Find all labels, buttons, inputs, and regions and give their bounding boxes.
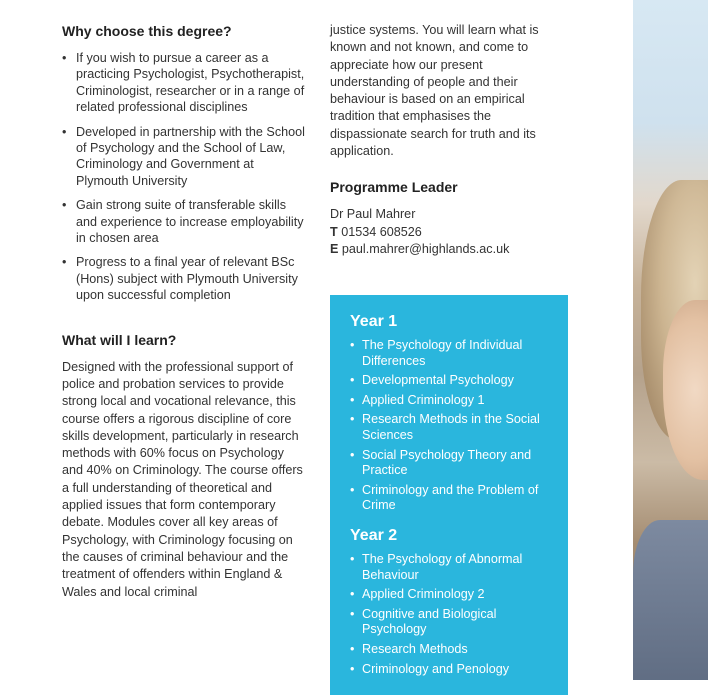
- modules-content: [350, 312, 555, 689]
- year2-module-list: [350, 552, 555, 677]
- learn-paragraph-continued: justice systems. You will learn what is known and not known, and come to appreciate how our present understanding of people and their behaviour is based on an empirical tradition that emphasises the dispassionate search for truth and its application.: [330, 23, 539, 159]
- leader-email: [330, 241, 570, 259]
- why-bullet: • Developed in partnership with the School of Psychology and the School of Law, Criminology and Government at Plymouth University: [62, 124, 307, 190]
- leader-contact: [330, 206, 570, 259]
- year1-heading: Year 1: [350, 313, 398, 330]
- email-address[interactable]: paul.mahrer@highlands.ac.uk: [341, 242, 510, 257]
- why-bullet: • Progress to a final year of relevant BSc (Hons) subject with Plymouth University upon successful completion: [62, 254, 307, 303]
- module-item: • Cognitive and Biological Psychology: [350, 607, 555, 638]
- module-item: • Criminology and Penology: [350, 662, 555, 678]
- why-bullet: • If you wish to pursue a career as a practicing Psychologist, Psychotherapist, Criminologist, researcher or in a range of related professional disciplines: [62, 50, 307, 116]
- module-item: • The Psychology of Abnormal Behaviour: [350, 552, 555, 583]
- leader-heading: Programme Leader: [330, 179, 458, 196]
- email-label: E: [330, 242, 339, 257]
- photo-face: [663, 300, 708, 480]
- leader-phone: [330, 224, 570, 242]
- year2-heading: Year 2: [350, 526, 398, 544]
- module-item: • Research Methods: [350, 642, 555, 658]
- module-item: • The Psychology of Individual Differences: [350, 338, 555, 369]
- why-bullet-list: [62, 50, 307, 304]
- photo-shoulder: [633, 520, 708, 680]
- module-item: • Developmental Psychology: [350, 373, 555, 389]
- phone-label: T: [330, 224, 338, 239]
- module-item: • Applied Criminology 2: [350, 587, 555, 603]
- phone-number: 01534 608526: [341, 224, 422, 239]
- why-bullet: • Gain strong suite of transferable skills and experience to increase employability in chosen area: [62, 197, 307, 246]
- module-item: • Research Methods in the Social Sciences: [350, 412, 555, 443]
- left-column: [62, 22, 307, 601]
- module-item: • Criminology and the Problem of Crime: [350, 483, 555, 514]
- learn-paragraph: Designed with the professional support of police and probation services to provide strong local and vocational relevance, this course offers a rigorous discipline of core skills development, particularly in research methods with 60% focus on Psychology and 40% on Criminology. The course offers a full understanding of theoretical and applied issues that form contemporary debate. Modules cover all key areas of Psychology, with Criminology focusing on the causes of criminal behaviour and the treatment of offenders within England & Wales and local criminal: [62, 359, 303, 599]
- module-item: • Social Psychology Theory and Practice: [350, 448, 555, 479]
- why-heading: Why choose this degree?: [62, 23, 232, 39]
- modules-box: [330, 295, 568, 695]
- leader-name: Dr Paul Mahrer: [330, 207, 416, 222]
- student-photo: [633, 0, 708, 680]
- middle-column: [330, 22, 570, 259]
- learn-heading: What will I learn?: [62, 331, 177, 348]
- module-item: • Applied Criminology 1: [350, 393, 555, 409]
- year1-module-list: [350, 338, 555, 514]
